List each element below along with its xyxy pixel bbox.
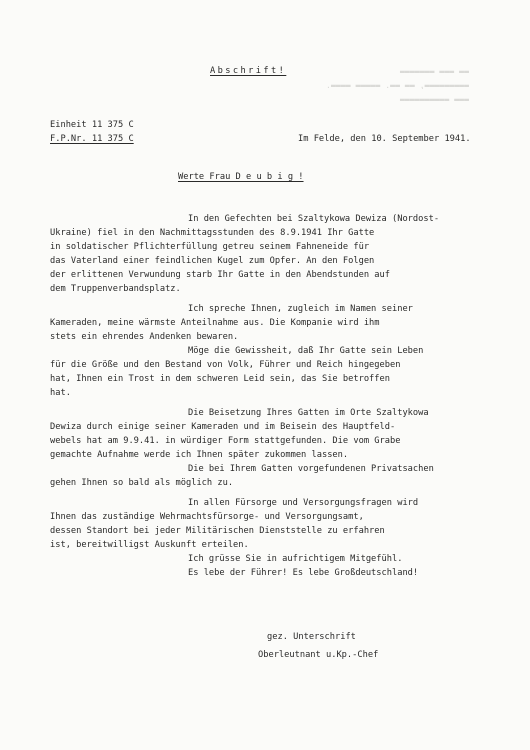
body-line: für die Größe und den Bestand von Volk, Führer und Reich hingegeben: [50, 360, 401, 370]
body-line: Die Beisetzung Ihres Gatten im Orte Szaltykowa: [188, 408, 429, 418]
body-line: dessen Standort bei jeder Militärischen Dienststelle zu erfahren: [50, 526, 385, 536]
body-line: Möge die Gewissheit, daß Ihr Gatte sein Leben: [188, 346, 424, 356]
signature-line: gez. Unterschrift: [267, 632, 356, 642]
signature-rank: Oberleutnant u.Kp.-Chef: [258, 650, 379, 660]
signature-block: [258, 630, 378, 662]
body-line: hat, Ihnen ein Trost in dem schweren Leid sein, das Sie betroffen: [50, 374, 390, 384]
body-line: Es lebe der Führer! Es lebe Großdeutschland!: [188, 568, 419, 578]
body-line: Ich grüsse Sie in aufrichtigem Mitgefühl.: [188, 554, 403, 564]
body-line: Ich spreche Ihnen, zugleich im Namen seiner: [188, 304, 413, 314]
body-line: webels hat am 9.9.41. in würdiger Form stattgefunden. Die vom Grabe: [50, 436, 401, 446]
fieldpost-number: F.P.Nr. 11 375 C: [50, 134, 134, 144]
body-line: Die bei Ihrem Gatten vorgefundenen Privatsachen: [188, 464, 434, 474]
document-title: Abschrift!: [210, 66, 287, 76]
date-line: Im Felde, den 10. September 1941.: [298, 134, 471, 144]
body-line: dem Truppenverbandsplatz.: [50, 284, 181, 294]
body-line: in soldatischer Pflichterfüllung getreu seinem Fahneneide für: [50, 242, 370, 252]
body-line: Dewiza durch einige seiner Kameraden und im Beisein des Hauptfeld-: [50, 422, 396, 432]
letter-body: [50, 212, 502, 580]
body-line: ist, bereitwilligst Auskunft erteilen.: [50, 540, 249, 550]
body-line: gemachte Aufnahme werde ich Ihnen später zukommen lassen.: [50, 450, 349, 460]
body-line: Ukraine) fiel in den Nachmittagsstunden des 8.9.1941 Ihr Gatte: [50, 228, 375, 238]
body-line: In den Gefechten bei Szaltykowa Dewiza (Nordost-: [188, 214, 440, 224]
body-line: In allen Fürsorge und Versorgungsfragen wird: [188, 498, 419, 508]
body-line: der erlittenen Verwundung starb Ihr Gatte in den Abendstunden auf: [50, 270, 390, 280]
body-line: Kameraden, meine wärmste Anteilnahme aus. Die Kompanie wird ihm: [50, 318, 380, 328]
unit-line: Einheit 11 375 C: [50, 120, 134, 130]
body-line: gehen Ihnen so bald als möglich zu.: [50, 478, 234, 488]
body-line: das Vaterland einer feindlichen Kugel zum Opfer. An den Folgen: [50, 256, 375, 266]
salutation: Werte Frau D e u b i g !: [178, 172, 304, 182]
bleed-through-text: ▬▬ ▬▬▬ ▬▬▬▬▬▬▬ ▬▬▬▬▬▬▬▬▬, ▬▬ ▬▬. ▬▬▬▬▬ ▬▬▬▬. ▬▬▬ ▬▬▬▬▬▬▬▬▬▬: [326, 66, 469, 104]
body-line: hat.: [50, 388, 71, 398]
body-line: stets ein ehrendes Andenken bewaren.: [50, 332, 239, 342]
body-line: Ihnen das zuständige Wehrmachtsfürsorge- und Versorgungsamt,: [50, 512, 364, 522]
